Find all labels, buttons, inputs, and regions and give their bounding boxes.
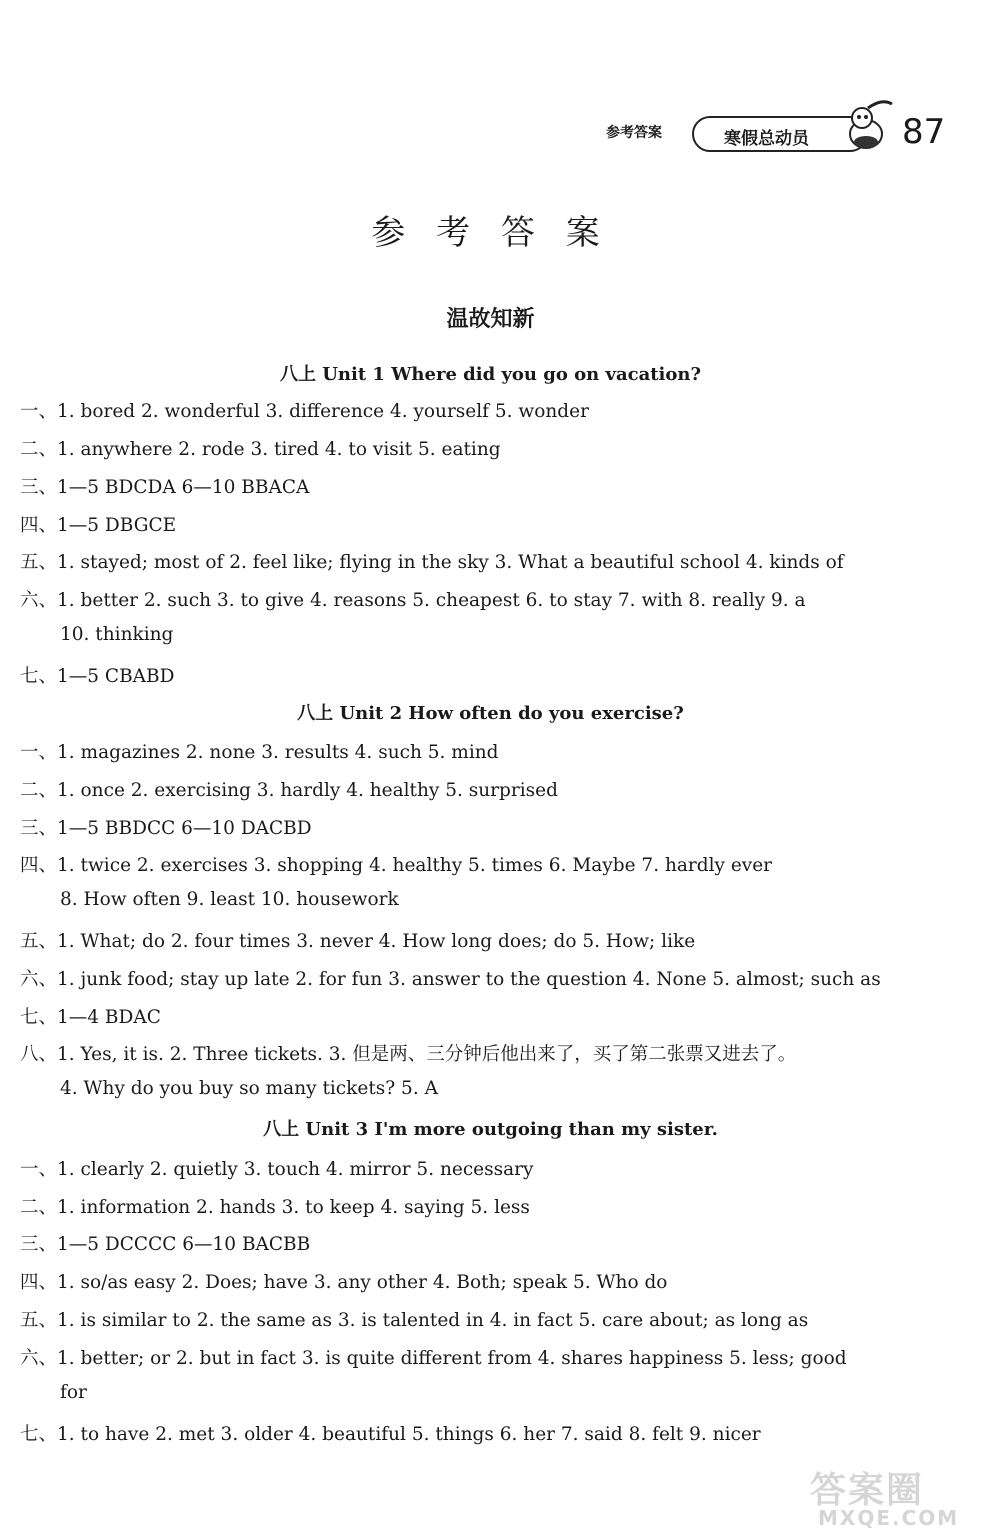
answer-line: 五、1. What; do 2. four times 3. never 4. How long does; do 5. How; like bbox=[20, 931, 696, 952]
answer-line: 七、1—5 CBABD bbox=[20, 666, 175, 687]
answer-line: 三、1—5 DCCCC 6—10 BACBB bbox=[20, 1234, 311, 1255]
answer-line: 二、1. information 2. hands 3. to keep 4. saying 5. less bbox=[20, 1197, 530, 1218]
answer-line: 七、1. to have 2. met 3. older 4. beautiful 5. things 6. her 7. said 8. felt 9. nicer bbox=[20, 1424, 761, 1445]
answer-line: 一、1. clearly 2. quietly 3. touch 4. mirror 5. necessary bbox=[20, 1159, 534, 1180]
answer-line: 五、1. is similar to 2. the same as 3. is talented in 4. in fact 5. care about; as long as bbox=[20, 1310, 809, 1331]
answer-line: 五、1. stayed; most of 2. feel like; flying in the sky 3. What a beautiful school 4. kinds of bbox=[20, 552, 844, 573]
page-title: 参 考 答 案 bbox=[371, 213, 610, 253]
header-label: 参考答案 bbox=[606, 125, 662, 141]
answer-line: for bbox=[60, 1382, 87, 1403]
answer-line: 四、1. twice 2. exercises 3. shopping 4. healthy 5. times 6. Maybe 7. hardly ever bbox=[20, 855, 773, 876]
watermark-text: 答案圈 bbox=[810, 1470, 925, 1511]
answer-line: 四、1. so/as easy 2. Does; have 3. any other 4. Both; speak 5. Who do bbox=[20, 1272, 668, 1293]
watermark-logo bbox=[800, 1462, 975, 1532]
answer-line: 一、1. bored 2. wonderful 3. difference 4. yourself 5. wonder bbox=[20, 401, 589, 422]
watermark-url: MXQE.COM bbox=[818, 1506, 960, 1530]
answer-line: 三、1—5 BBDCC 6—10 DACBD bbox=[20, 818, 312, 839]
page-number: 87 bbox=[902, 112, 946, 152]
answer-line: 四、1—5 DBGCE bbox=[20, 515, 177, 536]
answer-line: 八、1. Yes, it is. 2. Three tickets. 3. 但是两、三分钟后他出来了，买了第二张票又进去了。 bbox=[20, 1044, 797, 1065]
unit-title: 八上 Unit 2 How often do you exercise? bbox=[297, 703, 684, 724]
mascot-icon bbox=[838, 96, 898, 156]
answer-line: 10. thinking bbox=[60, 624, 174, 645]
section-title: 温故知新 bbox=[446, 307, 535, 332]
answer-line: 8. How often 9. least 10. housework bbox=[60, 889, 399, 910]
answer-line: 二、1. once 2. exercising 3. hardly 4. healthy 5. surprised bbox=[20, 780, 558, 801]
unit-title: 八上 Unit 1 Where did you go on vacation? bbox=[279, 364, 702, 385]
answer-line: 六、1. better; or 2. but in fact 3. is quite different from 4. shares happiness 5. less; good bbox=[20, 1348, 847, 1369]
answer-line: 4. Why do you buy so many tickets? 5. A bbox=[60, 1078, 438, 1099]
answer-line: 六、1. junk food; stay up late 2. for fun 3. answer to the question 4. None 5. almost; such as bbox=[20, 969, 881, 990]
answer-line: 一、1. magazines 2. none 3. results 4. such 5. mind bbox=[20, 742, 499, 763]
answer-line: 三、1—5 BDCDA 6—10 BBACA bbox=[20, 477, 310, 498]
page-header bbox=[600, 112, 960, 162]
unit-title: 八上 Unit 3 I'm more outgoing than my sister. bbox=[263, 1119, 718, 1140]
answer-line: 二、1. anywhere 2. rode 3. tired 4. to visit 5. eating bbox=[20, 439, 501, 460]
answer-line: 六、1. better 2. such 3. to give 4. reasons 5. cheapest 6. to stay 7. with 8. really 9. a bbox=[20, 590, 806, 611]
answer-line: 七、1—4 BDAC bbox=[20, 1007, 161, 1028]
header-badge-text: 寒假总动员 bbox=[724, 129, 809, 149]
